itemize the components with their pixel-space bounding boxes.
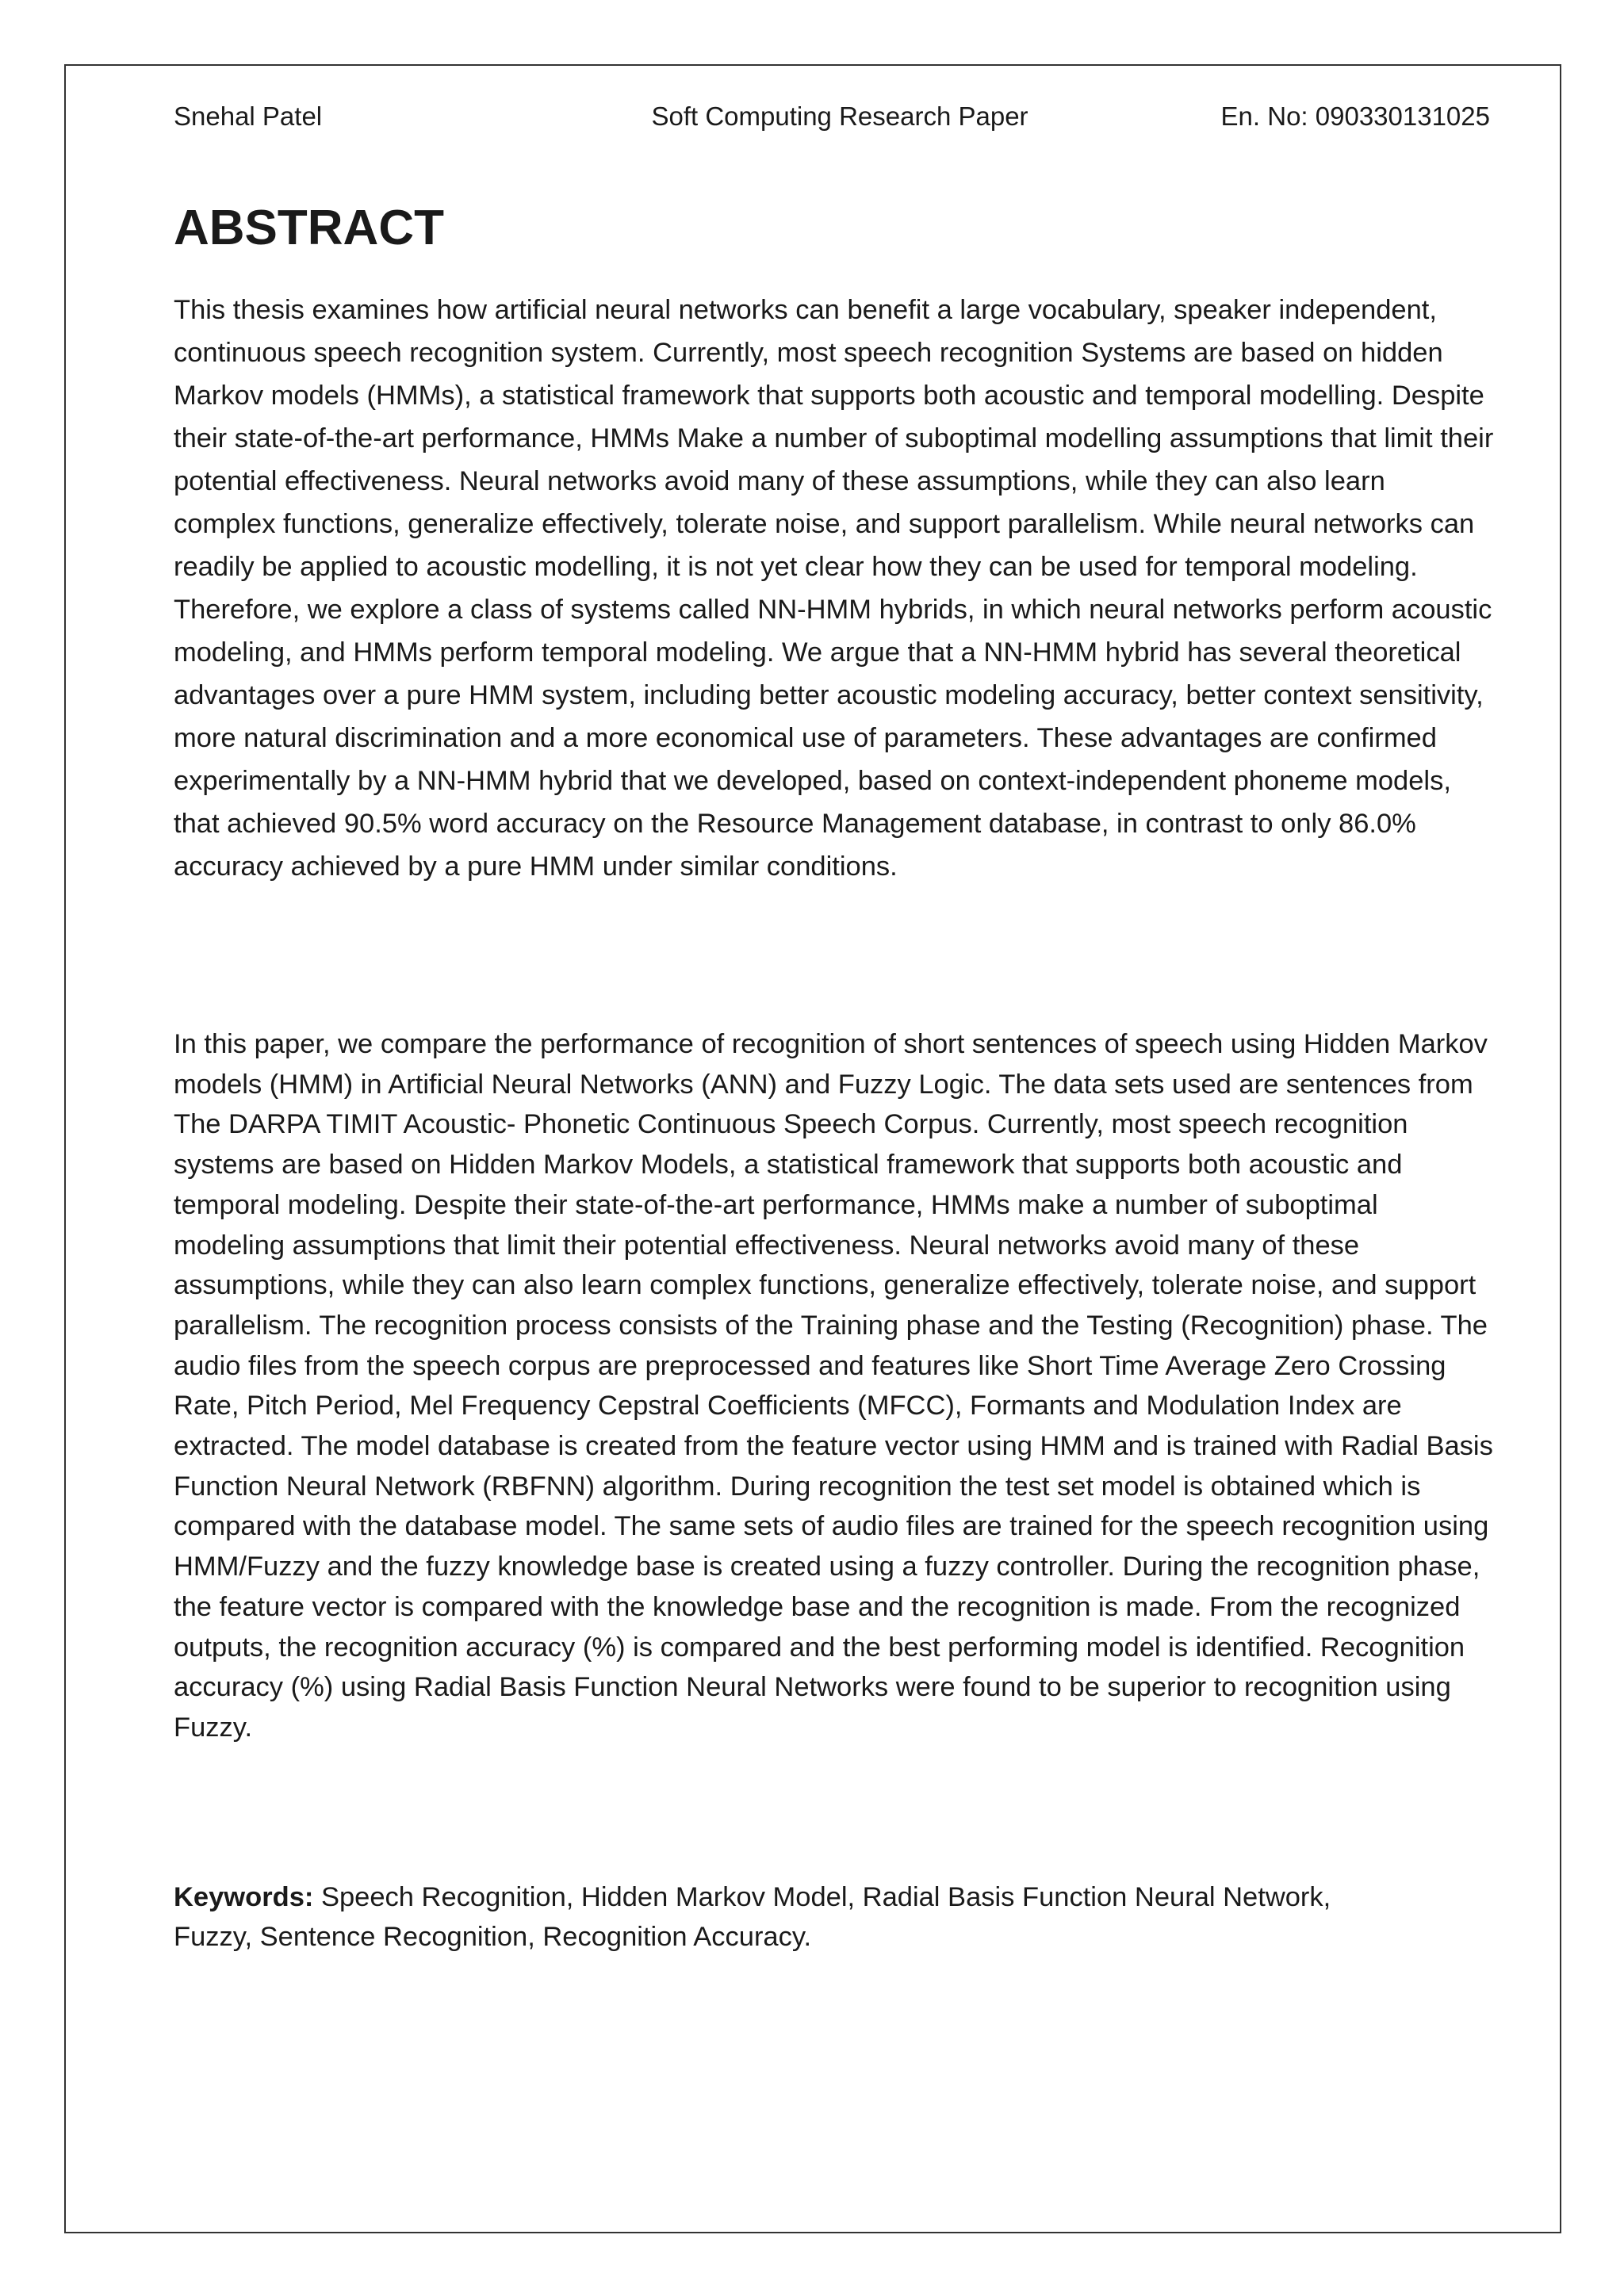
keywords-text: Speech Recognition, Hidden Markov Model, Radial Basis Function Neural Network, Fuzzy, Sentence Recognition, Recognition Accuracy. [174, 1882, 1331, 1952]
keywords-section [174, 1877, 1363, 1957]
header-enrollment-number: En. No: 090330131025 [1220, 101, 1490, 131]
abstract-paragraph-2: In this paper, we compare the performance of recognition of short sentences of speech using Hidden Markov models (HMM) in Artificial Neural Networks (ANN) and Fuzzy Logic. The data sets used are sentences from The DARPA TIMIT Acoustic- Phonetic Continuous Speech Corpus. Currently, most speech recognition systems are based on Hidden Markov Models, a statistical framework that supports both acoustic and temporal modeling. Despite their state-of-the-art performance, HMMs make a number of suboptimal modeling assumptions that limit their potential effectiveness. Neural networks avoid many of these assumptions, while they can also learn complex functions, generalize effectively, tolerate noise, and support parallelism. The recognition process consists of the Training phase and the Testing (Recognition) phase. The audio files from the speech corpus are preprocessed and features like Short Time Average Zero Crossing Rate, Pitch Period, Mel Frequency Cepstral Coefficients (MFCC), Formants and Modulation Index are extracted. The model database is created from the feature vector using HMM and is trained with Radial Basis Function Neural Network (RBFNN) algorithm. During recognition the test set model is obtained which is compared with the database model. The same sets of audio files are trained for the speech recognition using HMM/Fuzzy and the fuzzy knowledge base is created using a fuzzy controller. During the recognition phase, the feature vector is compared with the knowledge base and the recognition is made. From the recognized outputs, the recognition accuracy (%) is compared and the best performing model is identified. Recognition accuracy (%) using Radial Basis Function Neural Networks were found to be superior to recognition using Fuzzy. [174, 1029, 1493, 1743]
header-author: Snehal Patel [174, 101, 323, 131]
abstract-heading: ABSTRACT [174, 201, 444, 255]
page-header [174, 97, 1490, 136]
keywords-label: Keywords: [174, 1882, 314, 1912]
abstract-paragraph-1: This thesis examines how artificial neural networks can benefit a large vocabulary, speaker independent, continuous speech recognition system. Currently, most speech recognition Systems are based on hidden Markov models (HMMs), a statistical framework that supports both acoustic and temporal modelling. Despite their state-of-the-art performance, HMMs Make a number of suboptimal modelling assumptions that limit their potential effectiveness. Neural networks avoid many of these assumptions, while they can also learn complex functions, generalize effectively, tolerate noise, and support parallelism. While neural networks can readily be applied to acoustic modelling, it is not yet clear how they can be used for temporal modeling. Therefore, we explore a class of systems called NN-HMM hybrids, in which neural networks perform acoustic modeling, and HMMs perform temporal modeling. We argue that a NN-HMM hybrid has several theoretical advantages over a pure HMM system, including better acoustic modeling accuracy, better context sensitivity, more natural discrimination and a more economical use of parameters. These advantages are confirmed experimentally by a NN-HMM hybrid that we developed, based on context-independent phoneme models, that achieved 90.5% word accuracy on the Resource Management database, in contrast to only 86.0% accuracy achieved by a pure HMM under similar conditions. [174, 295, 1494, 882]
header-title: Soft Computing Research Paper [651, 101, 1028, 131]
